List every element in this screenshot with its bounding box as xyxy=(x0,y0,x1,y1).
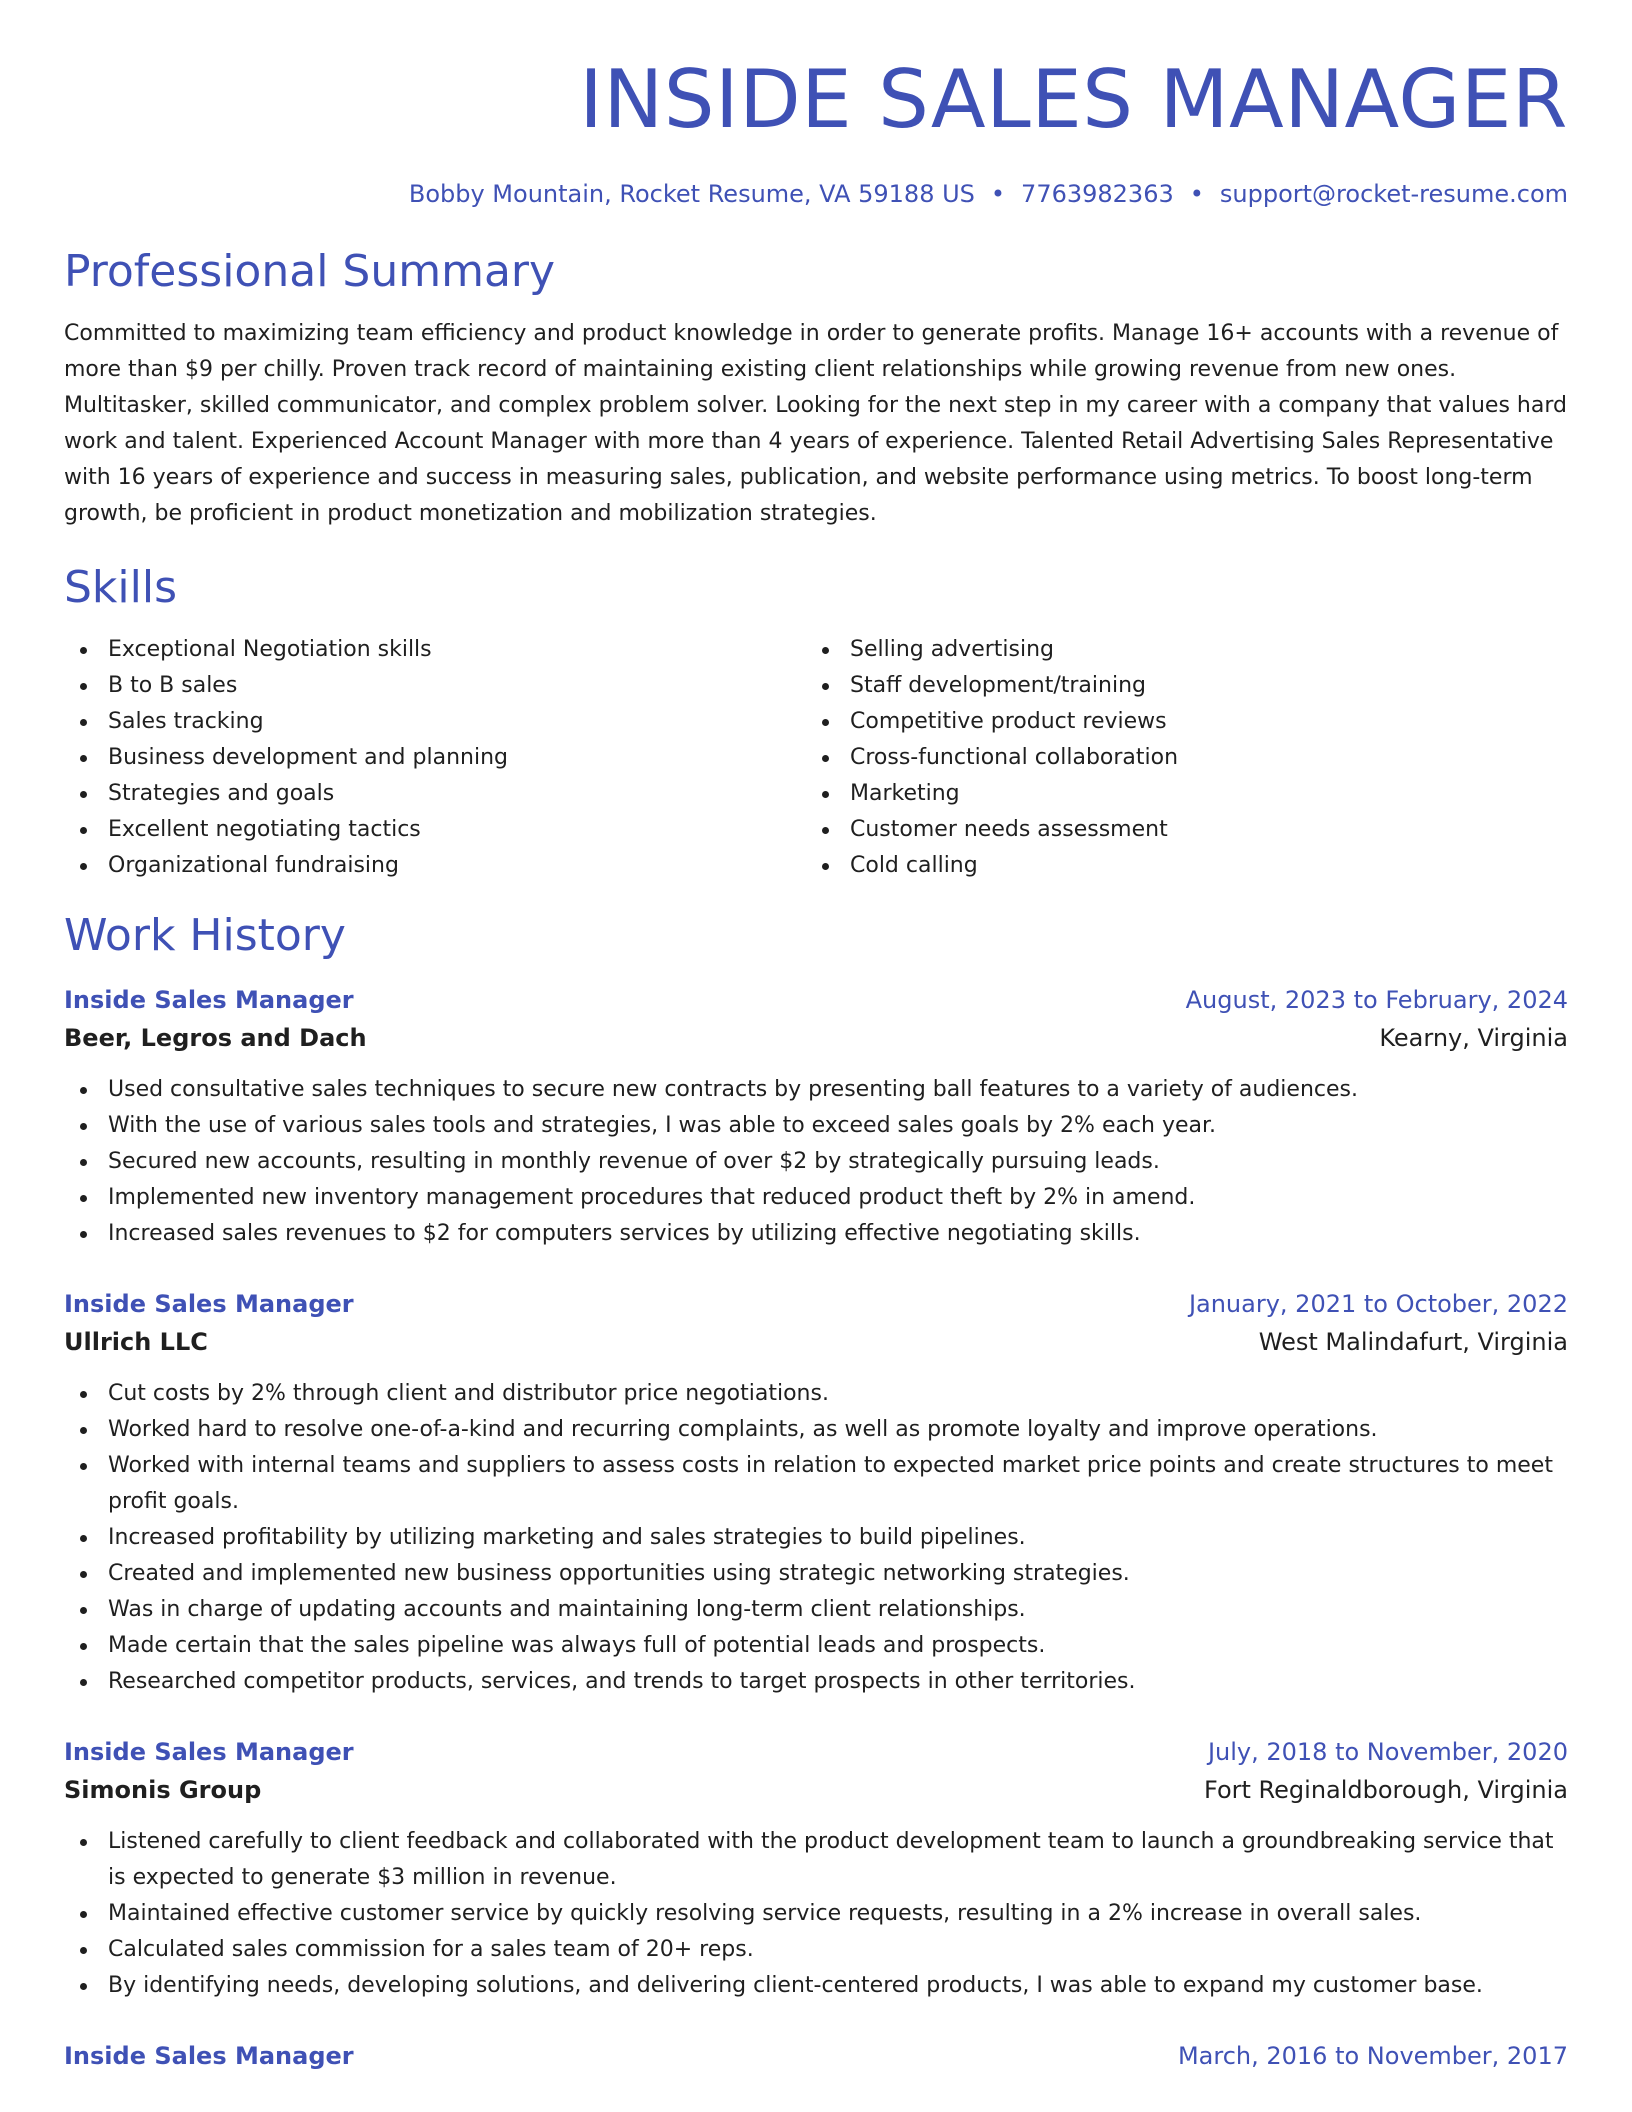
contact-phone[interactable]: 7763982363 xyxy=(1021,180,1174,208)
skills-section xyxy=(64,560,1568,884)
job-title-row xyxy=(64,982,1568,1018)
skill-item: Exceptional Negotiation skills xyxy=(64,632,806,668)
job-title-row xyxy=(64,2038,1568,2074)
job-company: Simonis Group xyxy=(64,1776,262,1804)
job-company-row xyxy=(64,1770,1568,1810)
job-bullet: Maintained effective customer service by quickly resolving service requests, resulting in a 2% increase in overall sales. xyxy=(64,1896,1568,1932)
contact-separator: • xyxy=(990,180,1006,208)
job-title: Inside Sales Manager xyxy=(64,1290,354,1318)
job-dates: March, 2016 to November, 2017 xyxy=(1177,2042,1568,2070)
job-bullet: Used consultative sales techniques to secure new contracts by presenting ball features to a variety of audiences. xyxy=(64,1072,1568,1108)
job-title: Inside Sales Manager xyxy=(64,986,354,1014)
job-company: Ullrich LLC xyxy=(64,1328,208,1356)
job-entry xyxy=(64,2038,1568,2074)
job-bullet: Researched competitor products, services, and trends to target prospects in other territories. xyxy=(64,1664,1568,1700)
skills-grid xyxy=(64,632,1568,884)
work-history-section xyxy=(64,908,1568,2074)
job-bullet: Listened carefully to client feedback and collaborated with the product development team to launch a groundbreaking service that is expected to generate $3 million in revenue. xyxy=(64,1824,1568,1896)
skill-item: Business development and planning xyxy=(64,740,806,776)
professional-summary-section xyxy=(64,244,1568,532)
job-bullet: Was in charge of updating accounts and maintaining long-term client relationships. xyxy=(64,1592,1568,1628)
job-bullet: Increased profitability by utilizing marketing and sales strategies to build pipelines. xyxy=(64,1520,1568,1556)
job-location: Fort Reginaldborough, Virginia xyxy=(1204,1776,1568,1804)
skill-item: Staff development/training xyxy=(806,668,1548,704)
job-location: West Malindafurt, Virginia xyxy=(1258,1328,1568,1356)
skill-item: Cold calling xyxy=(806,848,1548,884)
section-heading: Professional Summary xyxy=(64,246,556,297)
job-bullet: Cut costs by 2% through client and distributor price negotiations. xyxy=(64,1376,1568,1412)
skill-item: Strategies and goals xyxy=(64,776,806,812)
contact-address: Bobby Mountain, Rocket Resume, VA 59188 US xyxy=(408,180,975,208)
skill-item: Sales tracking xyxy=(64,704,806,740)
job-title-row xyxy=(64,1286,1568,1322)
job-bullet: Implemented new inventory management procedures that reduced product theft by 2% in amend. xyxy=(64,1180,1568,1216)
skill-item: B to B sales xyxy=(64,668,806,704)
job-company: Beer, Legros and Dach xyxy=(64,1024,367,1052)
resume-title: INSIDE SALES MANAGER xyxy=(579,53,1568,146)
skill-item: Marketing xyxy=(806,776,1548,812)
job-bullet: Secured new accounts, resulting in monthly revenue of over $2 by strategically pursuing leads. xyxy=(64,1144,1568,1180)
job-bullet: Increased sales revenues to $2 for computers services by utilizing effective negotiating skills. xyxy=(64,1216,1568,1252)
skill-item: Customer needs assessment xyxy=(806,812,1548,848)
job-title-row xyxy=(64,1734,1568,1770)
contact-line xyxy=(64,178,1568,210)
job-entry xyxy=(64,1286,1568,1700)
job-title: Inside Sales Manager xyxy=(64,2042,354,2070)
job-bullet: Worked with internal teams and suppliers to assess costs in relation to expected market price points and create structures to meet profit goals. xyxy=(64,1448,1568,1520)
contact-email[interactable]: support@rocket-resume.com xyxy=(1219,180,1568,208)
job-bullet: With the use of various sales tools and strategies, I was able to exceed sales goals by 2% each year. xyxy=(64,1108,1568,1144)
skills-column-right xyxy=(806,632,1548,884)
job-bullet: By identifying needs, developing solutions, and delivering client-centered products, I was able to expand my customer base. xyxy=(64,1968,1568,2004)
section-heading: Skills xyxy=(64,562,178,613)
job-bullet: Calculated sales commission for a sales team of 20+ reps. xyxy=(64,1932,1568,1968)
job-dates: January, 2021 to October, 2022 xyxy=(1188,1290,1568,1318)
job-bullets xyxy=(64,1376,1568,1700)
contact-separator: • xyxy=(1189,180,1204,208)
job-location: Kearny, Virginia xyxy=(1379,1024,1568,1052)
skill-item: Cross-functional collaboration xyxy=(806,740,1548,776)
job-entry xyxy=(64,1734,1568,2004)
summary-text: Committed to maximizing team efficiency and product knowledge in order to generate profits. Manage 16+ accounts with a revenue of more than $9 per chilly. Proven track record of maintaining existing client relationships while growing revenue from new ones. Multitasker, skilled communicator, and complex problem solver. Looking for the next step in my career with a company that values hard work and talent. Experienced Account Manager with more than 4 years of experience. Talented Retail Advertising Sales Representative with 16 years of experience and success in measuring sales, publication, and website performance using metrics. To boost long-term growth, be proficient in product monetization and mobilization strategies. xyxy=(64,321,1567,526)
job-entry xyxy=(64,982,1568,1252)
job-dates: July, 2018 to November, 2020 xyxy=(1207,1738,1568,1766)
job-bullet: Made certain that the sales pipeline was always full of potential leads and prospects. xyxy=(64,1628,1568,1664)
skill-item: Excellent negotiating tactics xyxy=(64,812,806,848)
job-company-row xyxy=(64,1018,1568,1058)
job-company-row xyxy=(64,1322,1568,1362)
job-bullet: Worked hard to resolve one-of-a-kind and recurring complaints, as well as promote loyalty and improve operations. xyxy=(64,1412,1568,1448)
section-heading: Work History xyxy=(64,910,346,961)
resume-header xyxy=(64,52,1568,210)
job-dates: August, 2023 to February, 2024 xyxy=(1185,986,1568,1014)
job-bullet: Created and implemented new business opportunities using strategic networking strategies. xyxy=(64,1556,1568,1592)
job-title: Inside Sales Manager xyxy=(64,1738,354,1766)
skill-item: Selling advertising xyxy=(806,632,1548,668)
job-bullets xyxy=(64,1824,1568,2004)
skills-column-left xyxy=(64,632,806,884)
job-bullets xyxy=(64,1072,1568,1252)
skill-item: Competitive product reviews xyxy=(806,704,1548,740)
skill-item: Organizational fundraising xyxy=(64,848,806,884)
